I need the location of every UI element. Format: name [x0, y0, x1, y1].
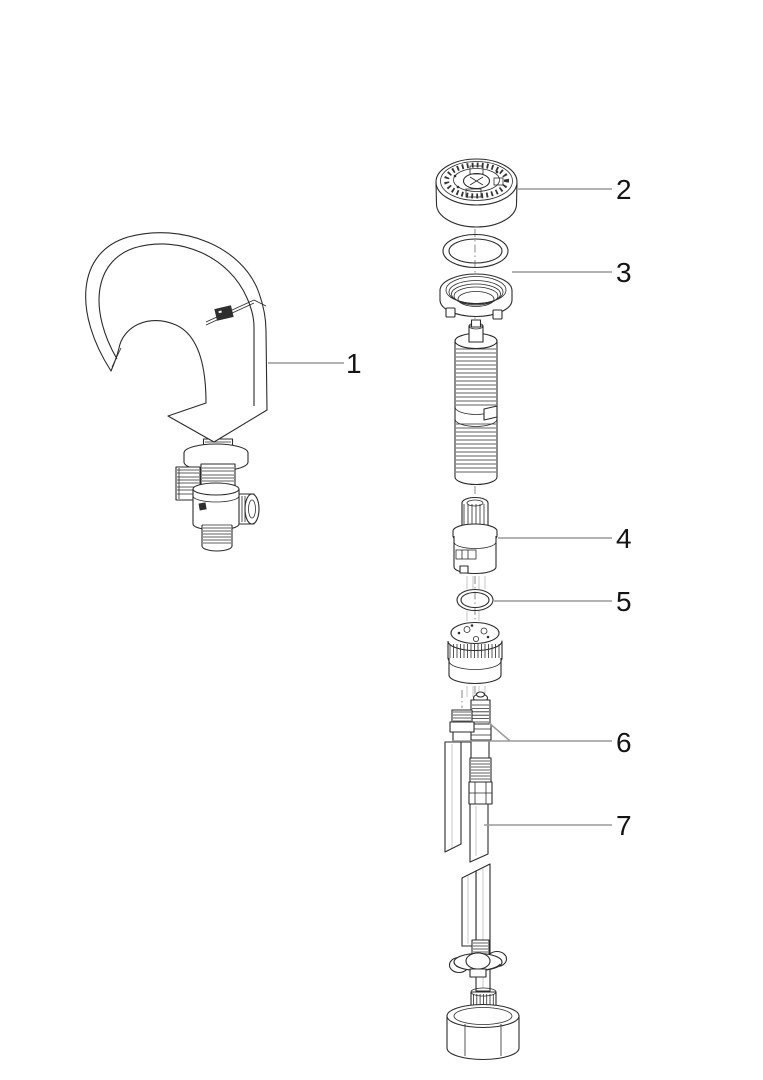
- mounting-ring-nut: [440, 274, 512, 319]
- callout-label-6: 6: [616, 727, 632, 758]
- callout-7: [484, 810, 632, 841]
- callout-label-1: 1: [346, 348, 362, 379]
- hose-connector-left: [450, 710, 474, 742]
- callout-5: [494, 586, 632, 617]
- cartridge-base: [448, 623, 502, 684]
- o-ring-small: [457, 590, 493, 611]
- valve-cartridge: [453, 498, 497, 574]
- supply-hose-left-upper: [445, 742, 461, 852]
- threaded-shank: [455, 320, 497, 485]
- callout-3: [512, 257, 632, 288]
- callout-label-7: 7: [616, 810, 632, 841]
- spout-assembly: [86, 233, 267, 551]
- callout-4: [498, 523, 632, 554]
- compression-nut: [447, 988, 519, 1060]
- wing-nut: [450, 940, 507, 977]
- supply-hose-left-lower: [462, 871, 476, 946]
- curved-spout: [86, 233, 267, 442]
- valve-bottom-port: [202, 525, 232, 551]
- callout-2: [518, 174, 632, 205]
- callout-label-3: 3: [616, 257, 632, 288]
- valve-logo-badge: [199, 502, 207, 510]
- callout-label-2: 2: [616, 174, 632, 205]
- hose-connector-right: [470, 692, 491, 740]
- supply-hose-right-upper: [469, 740, 492, 862]
- aerator-cap: [436, 159, 517, 227]
- callout-label-4: 4: [616, 523, 632, 554]
- callout-1: [268, 348, 362, 379]
- callout-label-5: 5: [616, 586, 632, 617]
